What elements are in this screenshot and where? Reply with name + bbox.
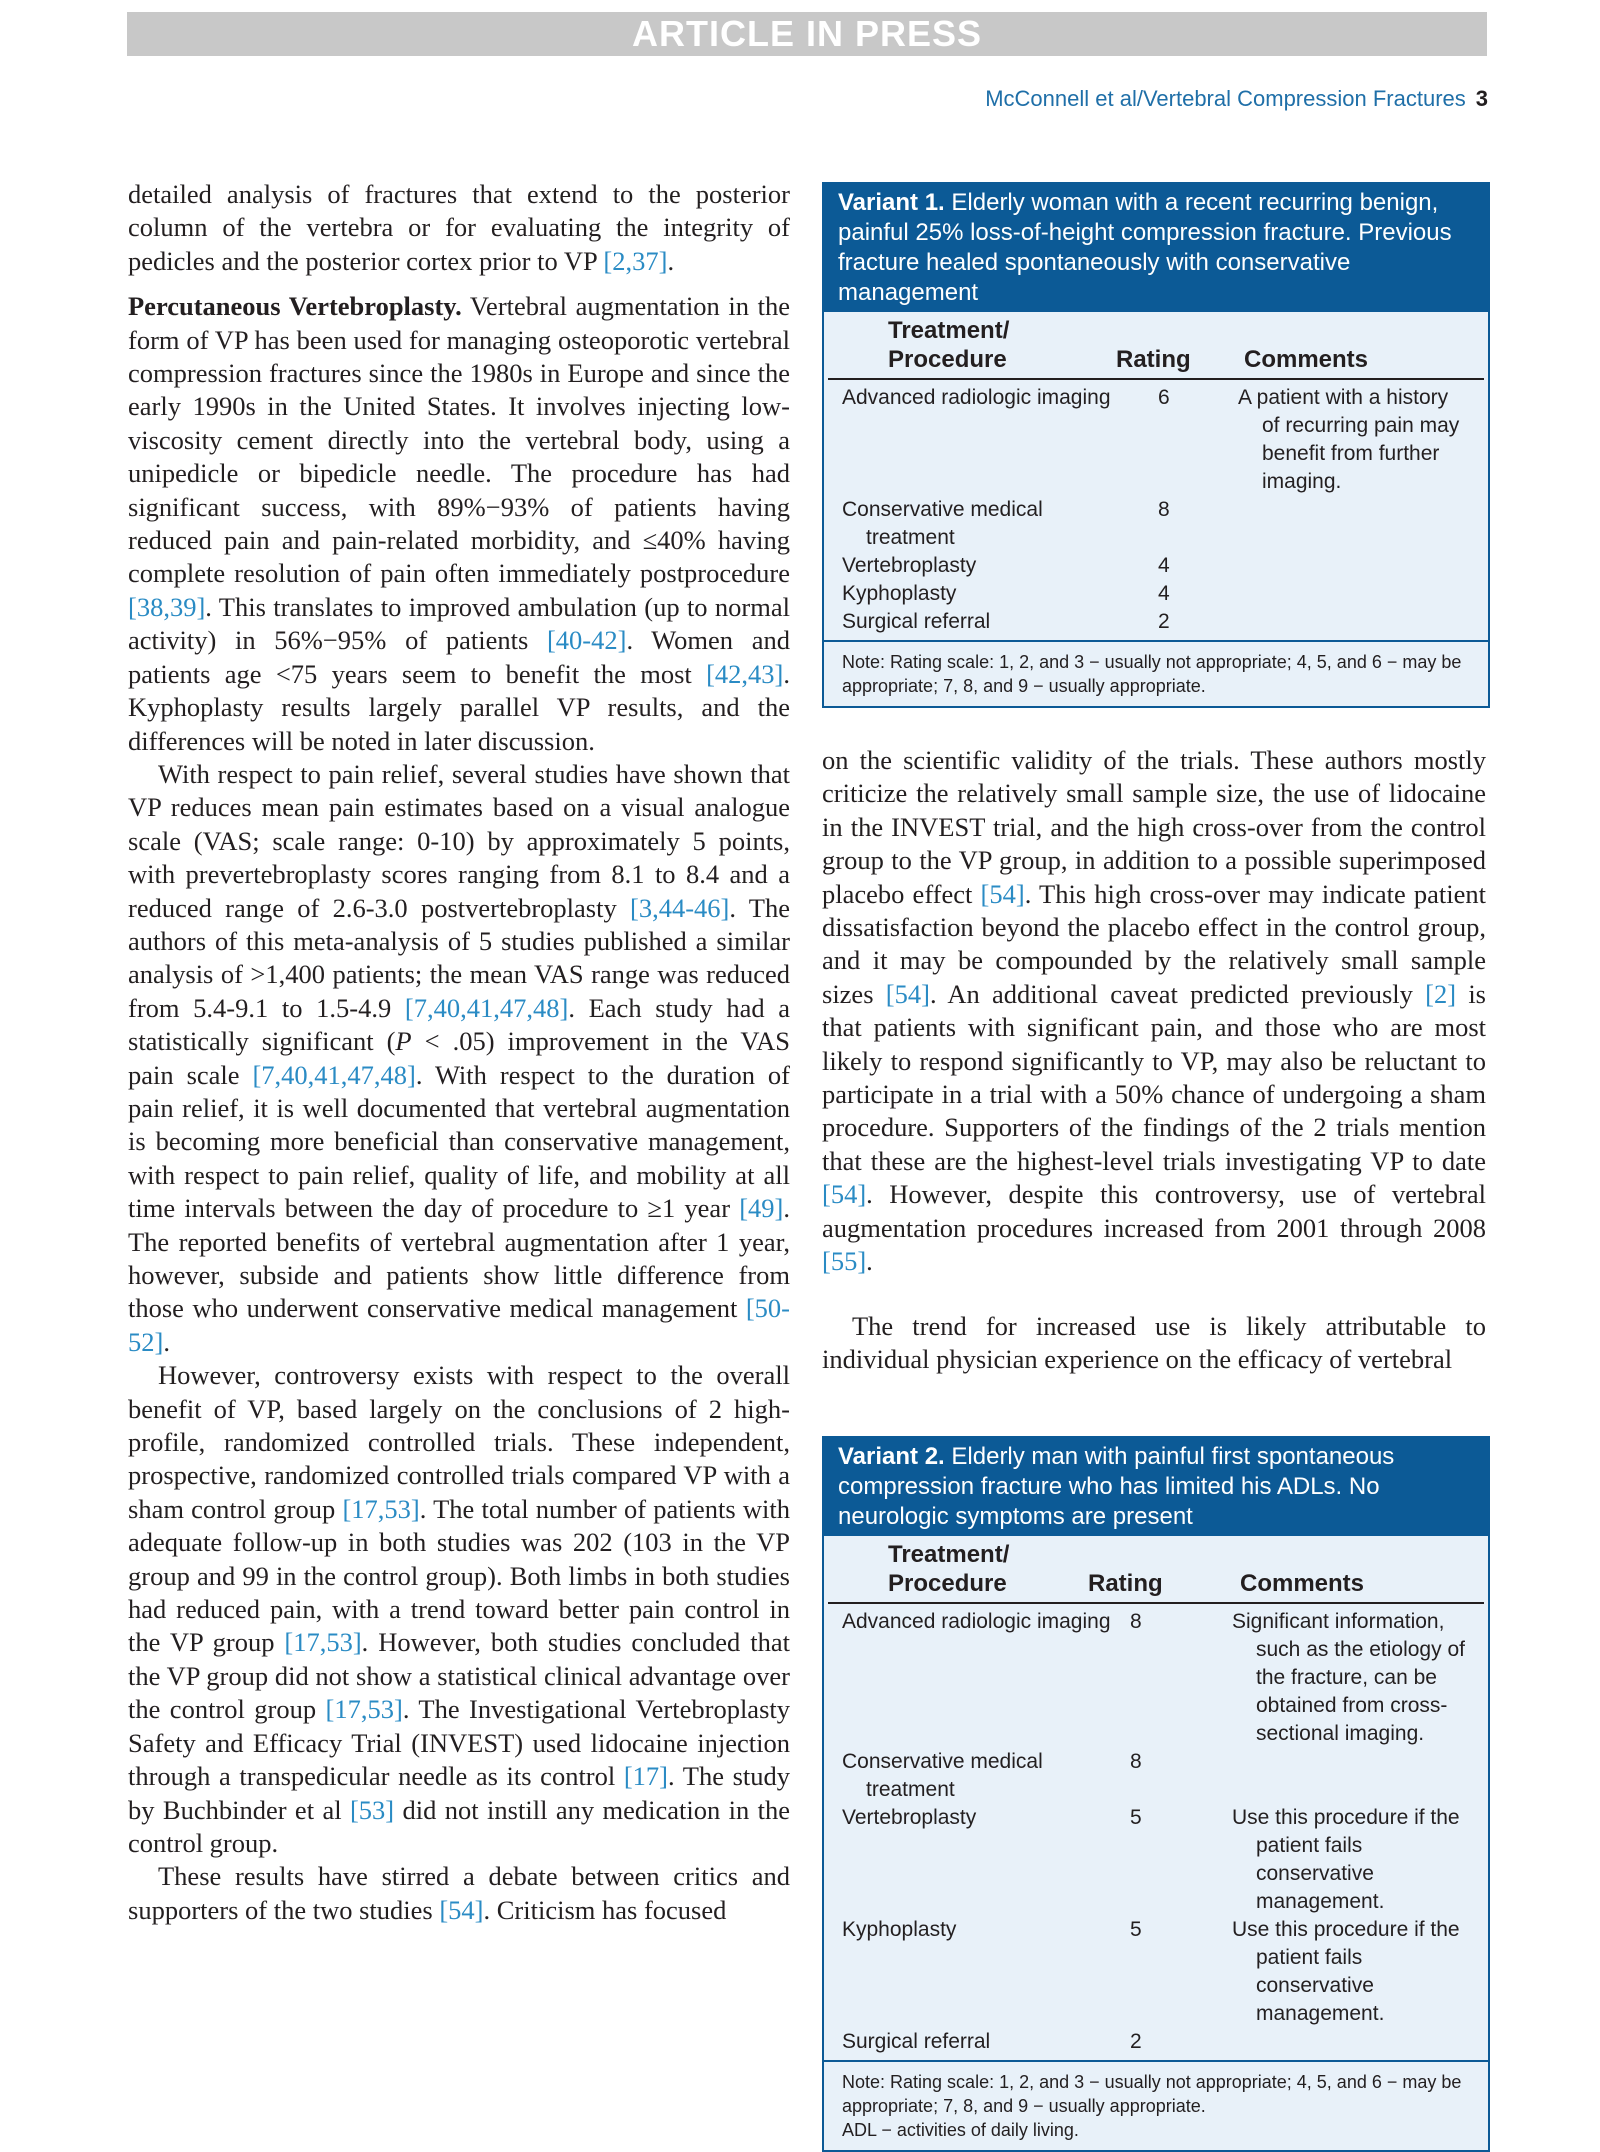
rating-cell: 8 (1130, 1750, 1142, 1773)
variant-1-header (824, 184, 1488, 312)
comment-cell (1208, 1748, 1470, 1804)
text: did not instill any medication in the control group. (128, 1794, 791, 1858)
table-header-row (828, 312, 1484, 380)
table-note: Note: Rating scale: 1, 2, and 3 − usually not appropriate; 4, 5, and 6 − may be appropriate; 7, 8, and 9 − usually appropriate. (824, 640, 1488, 706)
paragraph: The trend for increased use is likely attributable to individual physician experience on the efficacy of vertebral (822, 1311, 1486, 1375)
text: . With respect to the duration of pain relief, it is well documented that vertebral augmentation is becoming more beneficial than conservative management, with respect to pain relief, quality of life, and mobility at all time intervals between the day of procedure to ≥1 year (128, 1059, 790, 1224)
table-row (842, 1608, 1470, 1748)
text: . (667, 245, 675, 276)
text: . (866, 1246, 873, 1277)
rating-cell: 2 (1158, 610, 1170, 633)
italic-p: P (395, 1026, 412, 1057)
citation-link[interactable]: [17] (623, 1761, 669, 1792)
paragraph (128, 1359, 790, 1860)
text: These results have stirred a debate between critics and supporters of the two studies (128, 1861, 790, 1925)
comment-cell (1232, 580, 1470, 608)
rating-cell: 5 (1130, 1918, 1142, 1941)
rating-cell: 6 (1158, 386, 1170, 409)
table-body (824, 380, 1488, 640)
column-header-treatment: Treatment/ Procedure (888, 1541, 1010, 1597)
paragraph (822, 744, 1486, 1279)
citation-link[interactable]: [2] (1425, 978, 1457, 1009)
citation-link[interactable]: [49] (739, 1193, 784, 1224)
variant-1-table (822, 182, 1490, 708)
treatment-cell: Vertebroplasty (842, 554, 977, 577)
citation-link[interactable]: [7,40,41,47,48] (252, 1059, 416, 1090)
citation-link[interactable]: [40-42] (546, 625, 627, 656)
citation-link[interactable]: [53] (349, 1794, 395, 1825)
table-row (842, 552, 1470, 580)
table-row (842, 608, 1470, 636)
citation-link[interactable]: [42,43] (706, 658, 784, 689)
text: . This translates to improved ambulation (up to normal activity) in 56%−95% of patients (128, 591, 790, 656)
variant-label: Variant 1. (838, 189, 945, 216)
text: detailed analysis of fractures that extend to the posterior column of the vertebra or for evaluating the integrity of pedicles and the posterior cortex prior to VP (128, 179, 790, 276)
treatment-cell: Advanced radiologic imaging (842, 386, 1111, 409)
text: . Criticism has focused (483, 1894, 727, 1925)
text: . The Investigational Vertebroplasty Safety and Efficacy Trial (INVEST) used lidocaine injection through a transpedicular needle as its control (128, 1694, 790, 1792)
rating-cell: 4 (1158, 582, 1170, 605)
text: . Women and patients age <75 years seem to benefit the most (128, 625, 790, 689)
rating-cell: 2 (1130, 2030, 1142, 2053)
abbreviation-note: ADL − activities of daily living. (842, 2120, 1079, 2140)
rating-cell: 8 (1158, 498, 1170, 521)
column-header-treatment: Treatment/ Procedure (888, 317, 1010, 373)
column-header-comments: Comments (1244, 346, 1369, 373)
text: Vertebral augmentation in the form of VP has been used for managing osteoporotic vertebral compression fractures since the 1980s in Europe and since the early 1990s in the United States. It involves injecting low-viscosity cement directly into the vertebral body, using a unipedicle or bipedicle needle. The procedure has had significant success, with 89%−93% of patients having reduced pain and pain-related morbidity, and ≤40% having complete resolution of pain often immediately postprocedure (128, 291, 791, 589)
text: on the scientific validity of the trials. These authors mostly criticize the relatively small sample size, the use of lidocaine in the INVEST trial, and the high cross-over from the control group to the VP group, in addition to a possible superimposed placebo effect (822, 745, 1486, 909)
rating-cell: 4 (1158, 554, 1170, 577)
text: . Kyphoplasty results largely parallel VP results, and the differences will be noted in later discussion. (128, 658, 790, 756)
table-row (842, 1916, 1470, 2028)
citation-link[interactable]: [54] (885, 978, 930, 1009)
text: . This high cross-over may indicate patient dissatisfaction beyond the placebo effect in the control group, and it may be compounded by the relatively small sample sizes (822, 878, 1487, 1009)
paragraph (128, 178, 790, 278)
treatment-cell: Conservative medical treatment (842, 498, 1043, 549)
paragraph (128, 1860, 790, 1927)
paragraph (128, 290, 790, 758)
citation-link[interactable]: [7,40,41,47,48] (404, 992, 569, 1023)
text: However, controversy exists with respect to the overall benefit of VP, based largely on the conclusions of 2 high-profile, randomized controlled trials. These independent, prospective, randomized controlled trials compared VP with a sham control group (128, 1360, 790, 1524)
comment-cell: Use this procedure if the patient fails conservative management. (1232, 1806, 1460, 1913)
treatment-cell: Surgical referral (842, 610, 991, 633)
table-body (824, 1604, 1488, 2060)
right-column-continued (822, 1310, 1486, 1377)
running-head-title: McConnell et al/Vertebral Compression Fractures (985, 86, 1466, 111)
comment-cell: A patient with a history of recurring pain may benefit from further imaging. (1238, 386, 1460, 493)
citation-link[interactable]: [54] (439, 1894, 484, 1925)
text: . However, despite this controversy, use of vertebral augmentation procedures increased from 2001 through 2008 (822, 1179, 1486, 1243)
treatment-cell: Conservative medical treatment (842, 1750, 1043, 1801)
comment-cell (1208, 2028, 1470, 2056)
table-row (842, 384, 1470, 496)
variant-2-header (824, 1438, 1488, 1536)
citation-link[interactable]: [3,44-46] (630, 892, 730, 923)
citation-link[interactable]: [2,37] (603, 245, 668, 276)
variant-title: Elderly man with painful first spontaneous compression fracture who has limited his ADLs. No neurologic symptoms are present (838, 1443, 1395, 1530)
citation-link[interactable]: [50-52] (128, 1293, 790, 1357)
treatment-cell: Advanced radiologic imaging (842, 1610, 1111, 1633)
text: . An additional caveat predicted previously (929, 978, 1426, 1009)
table-row (842, 1804, 1470, 1916)
comment-cell (1232, 496, 1470, 552)
treatment-cell: Kyphoplasty (842, 1918, 957, 1941)
text: . (163, 1326, 170, 1357)
article-in-press-banner: ARTICLE IN PRESS (127, 12, 1487, 56)
variant-label: Variant 2. (838, 1443, 945, 1470)
paragraph (128, 758, 790, 1359)
text: With respect to pain relief, several studies have shown that VP reduces mean pain estimates based on a visual analogue scale (VAS; scale range: 0-10) by approximately 5 points, with prevertebroplasty scores ranging from 8.1 to 8.4 and a reduced range of 2.6-3.0 postvertebroplasty (128, 758, 790, 923)
comment-cell: Use this procedure if the patient fails conservative management. (1232, 1918, 1460, 2025)
text: . The authors of this meta-analysis of 5 studies published a similar analysis of >1,400 patients; the mean VAS range was reduced from 5.4-9.1 to 1.5-4.9 (128, 892, 790, 1023)
text: . Each study had a statistically significant ( (128, 992, 790, 1057)
citation-link[interactable]: [55] (822, 1246, 867, 1277)
treatment-cell: Kyphoplasty (842, 582, 957, 605)
variant-2-table (822, 1436, 1490, 2152)
text: is that patients with significant pain, and those who are most likely to respond significantly to VP, may also be reluctant to participate in a trial with a 50% chance of undergoing a sham procedure. Supporters of the findings of the 2 trials mention that these are the highest-level trials investigating VP to date (822, 978, 1486, 1176)
variant-title: Elderly woman with a recent recurring benign, painful 25% loss-of-height compression fracture. Previous fracture healed spontaneously with conservative management (838, 189, 1452, 306)
rating-cell: 8 (1130, 1610, 1142, 1633)
table-note (824, 2060, 1488, 2150)
comment-cell: Significant information, such as the etiology of the fracture, can be obtained from cross-sectional imaging. (1232, 1610, 1465, 1745)
rating-cell: 5 (1130, 1806, 1142, 1829)
treatment-cell: Vertebroplasty (842, 1806, 977, 1829)
treatment-cell: Surgical referral (842, 2030, 991, 2053)
comment-cell (1232, 552, 1470, 580)
citation-link[interactable]: [17,53] (284, 1627, 362, 1658)
column-header-comments: Comments (1240, 1570, 1365, 1597)
column-header-rating: Rating (1088, 1570, 1163, 1597)
right-column (822, 744, 1486, 1279)
text: . The study by Buchbinder et al (128, 1761, 790, 1825)
page-number: 3 (1475, 86, 1488, 111)
citation-link[interactable]: [38,39] (128, 591, 206, 622)
table-row (842, 496, 1470, 552)
text: < .05) improvement in the VAS pain scale (128, 1026, 790, 1090)
column-header-rating: Rating (1116, 346, 1191, 373)
rating-scale-note: Note: Rating scale: 1, 2, and 3 − usually not appropriate; 4, 5, and 6 − may be appropriate; 7, 8, and 9 − usually appropriate. (842, 2072, 1462, 2116)
section-heading: Percutaneous Vertebroplasty. (128, 291, 462, 322)
text: . The total number of patients with adequate follow-up in both studies was 202 (103 in the VP group and 99 in the control group). Both limbs in both studies had reduced pain, with a trend toward better pain control in the VP group (128, 1493, 790, 1658)
comment-cell (1232, 608, 1470, 636)
table-header-row (828, 1536, 1484, 1604)
citation-link[interactable]: [17,53] (325, 1694, 403, 1725)
running-head (985, 86, 1488, 112)
citation-link[interactable]: [54] (980, 878, 1025, 909)
table-row (842, 580, 1470, 608)
citation-link[interactable]: [17,53] (342, 1493, 420, 1524)
citation-link[interactable]: [54] (822, 1179, 867, 1210)
text: . However, both studies concluded that the VP group did not show a statistical clinical advantage over the control group (128, 1627, 790, 1725)
left-column (128, 178, 790, 1927)
text: . The reported benefits of vertebral augmentation after 1 year, however, subside and patients show little difference from those who underwent conservative medical management (128, 1193, 790, 1324)
table-row (842, 1748, 1470, 1804)
table-row (842, 2028, 1470, 2056)
